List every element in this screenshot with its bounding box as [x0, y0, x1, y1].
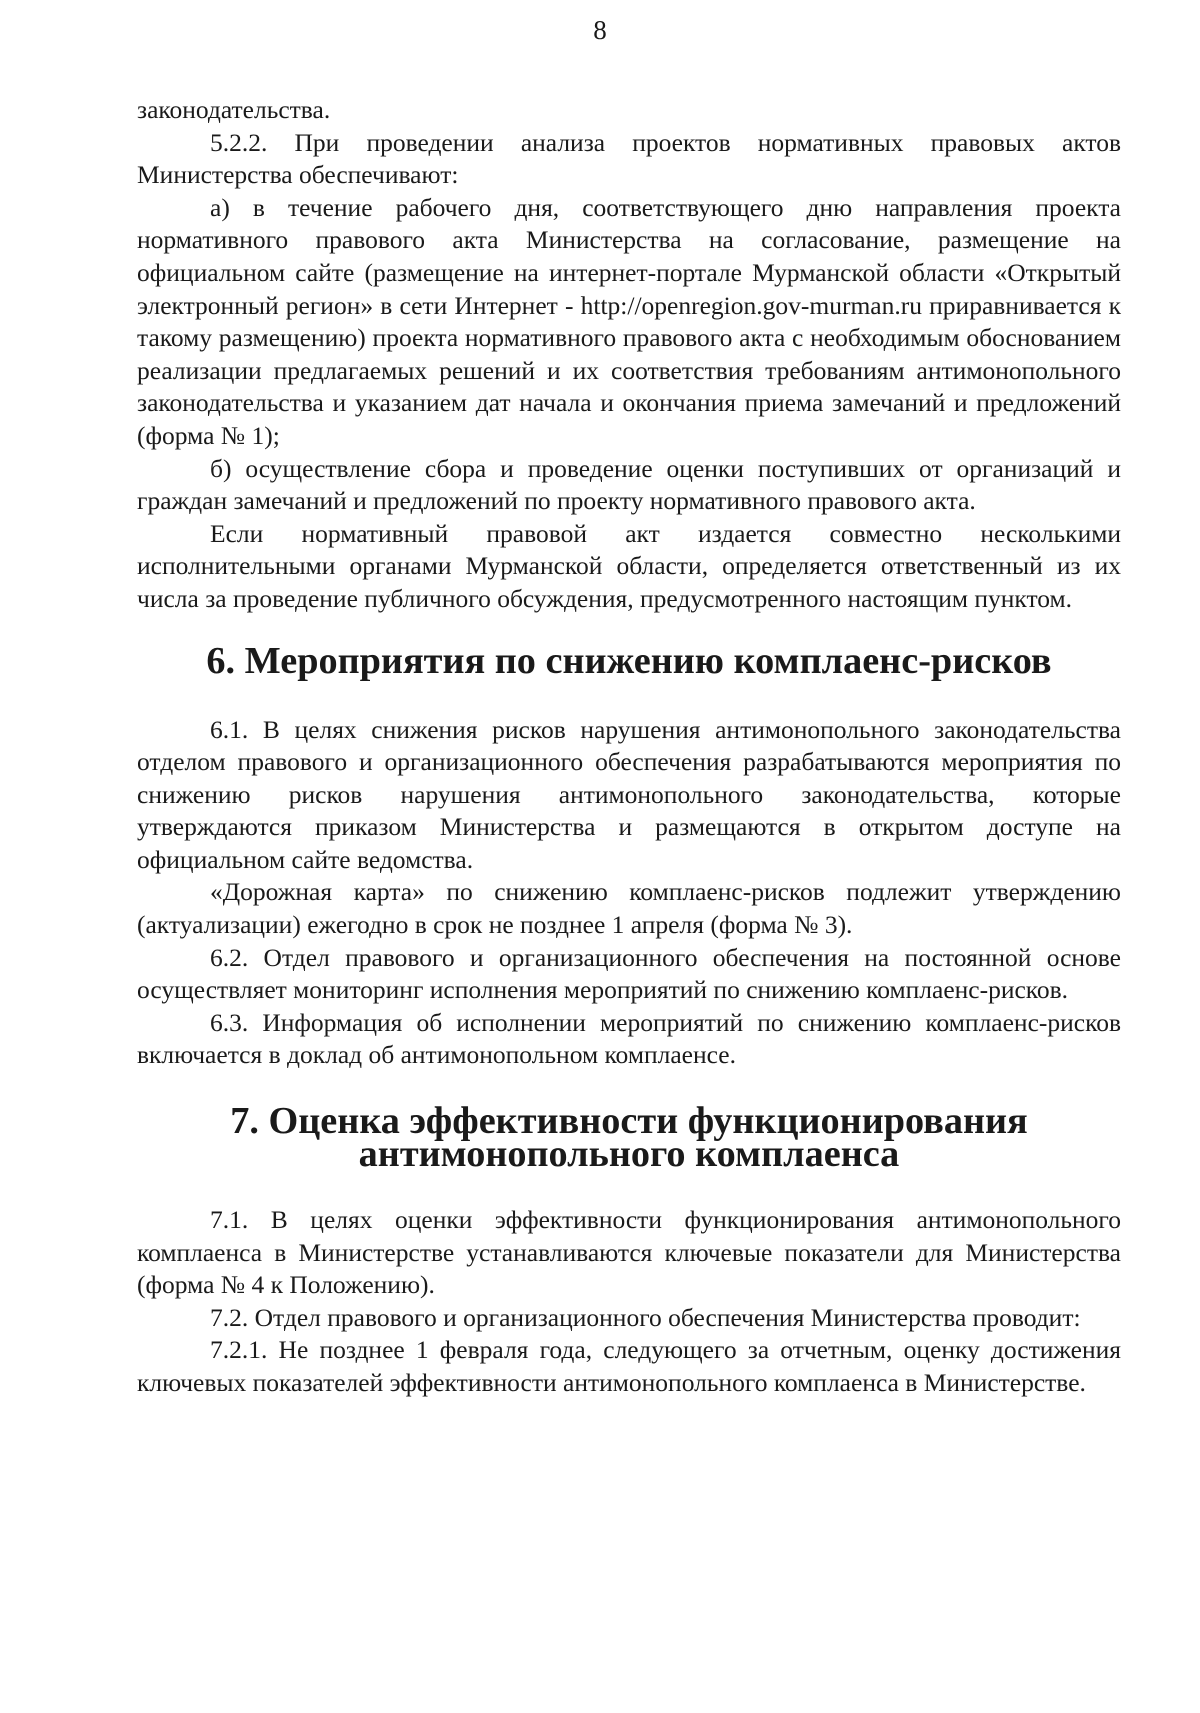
paragraph-7-1: 7.1. В целях оценки эффективности функционирования антимонопольного комплаенса в Министерстве устанавливаются ключевые показатели для Министерства (форма № 4 к Положению). — [137, 1205, 1121, 1300]
document-body — [137, 94, 1121, 1400]
paragraph-continuation: законодательства. — [137, 95, 331, 124]
paragraph-7-2: 7.2. Отдел правового и организационного обеспечения Министерства проводит: — [210, 1302, 1081, 1332]
paragraph-6-1: 6.1. В целях снижения рисков нарушения антимонопольного законодательства отделом правового и организационного обеспечения разрабатываются мероприятия по снижению рисков нарушения антимонопольного законодательства, которые утверждаются приказом Министерства и размещаются в открытом доступе на официальном сайте ведомства. — [137, 714, 1121, 874]
paragraph-5-2-2: 5.2.2. При проведении анализа проектов нормативных правовых актов Министерства обеспечивают: — [137, 127, 1121, 190]
paragraph-6-2: 6.2. Отдел правового и организационного обеспечения на постоянной основе осуществляет мониторинг исполнения мероприятий по снижению комплаенс-рисков. — [137, 942, 1121, 1005]
paragraph-6-3: 6.3. Информация об исполнении мероприятий по снижению комплаенс-рисков включается в доклад об антимонопольном комплаенсе. — [137, 1007, 1121, 1070]
paragraph-roadmap: «Дорожная карта» по снижению комплаенс-рисков подлежит утверждению (актуализации) ежегодно в срок не позднее 1 апреля (форма № 3). — [137, 877, 1121, 940]
page-number: 8 — [593, 15, 607, 45]
section-7-heading — [137, 1100, 1121, 1176]
paragraph-item-b: б) осуществление сбора и проведение оценки поступивших от организаций и граждан замечаний и предложений по проекту нормативного правового акта. — [137, 453, 1121, 516]
paragraph-7-2-1: 7.2.1. Не позднее 1 февраля года, следующего за отчетным, оценку достижения ключевых показателей эффективности антимонопольного комплаенса в Министерстве. — [137, 1335, 1121, 1397]
paragraph-joint-act: Если нормативный правовой акт издается совместно несколькими исполнительными органами Мурманской области, определяется ответственный из их числа за проведение публичного обсуждения, предусмотренного настоящим пунктом. — [137, 518, 1121, 613]
section-7-heading-line-1: 7. Оценка эффективности функционирования — [230, 1100, 1028, 1143]
section-7-heading-line-2: антимонопольного комплаенса — [358, 1133, 900, 1176]
paragraph-item-a: а) в течение рабочего дня, соответствующего дню направления проекта нормативного правового акта Министерства на согласование, размещение на официальном сайте (размещение на интернет-портале Мурманской области «Открытый электронный регион» в сети Интернет - http://openregion.gov-murman.ru приравнивается к такому размещению) проекта нормативного правового акта с необходимым обоснованием реализации предлагаемых решений и их соответствия требованиям антимонопольного законодательства и указанием дат начала и окончания приема замечаний и предложений (форма № 1); — [137, 192, 1121, 450]
section-6-heading: 6. Мероприятия по снижению комплаенс-рисков — [206, 639, 1052, 682]
